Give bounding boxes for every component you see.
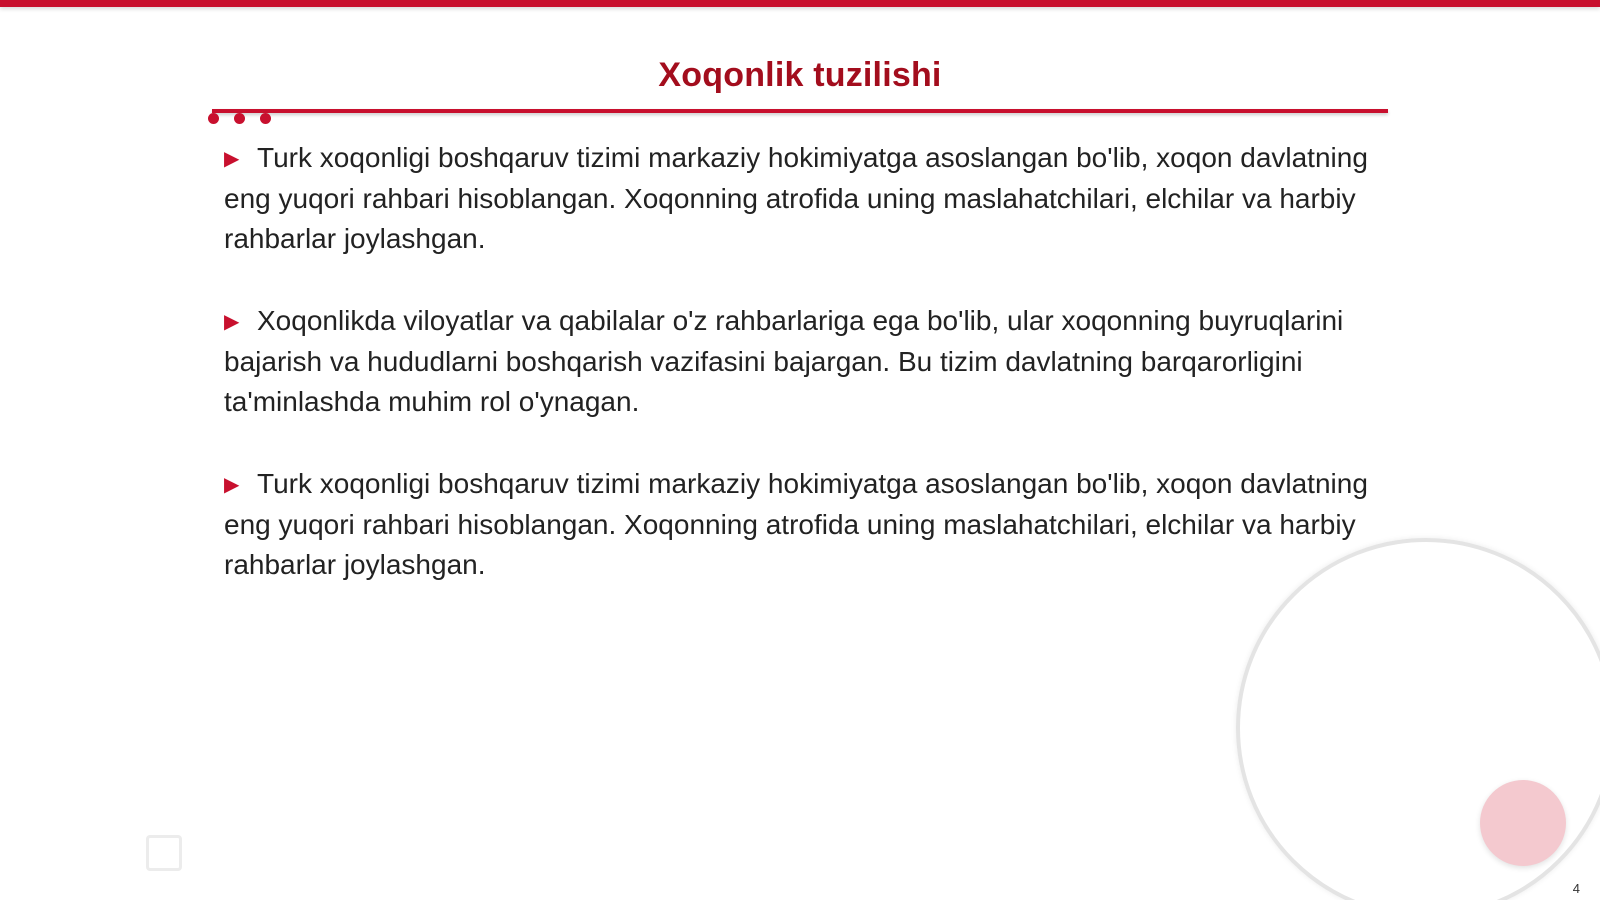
bullet-text: Turk xoqonligi boshqaruv tizimi markaziy hokimiyatga asoslangan bo'lib, xoqon davlatning eng yuqori rahbari hisoblangan. Xoqonning atrofida uning maslahatchilari, elchilar va harbiy rahbarlar joylashgan.: [224, 142, 1368, 254]
decor-pink-circle: [1480, 780, 1566, 866]
bullet-text: Turk xoqonligi boshqaruv tizimi markaziy hokimiyatga asoslangan bo'lib, xoqon davlatning eng yuqori rahbari hisoblangan. Xoqonning atrofida uning maslahatchilari, elchilar va harbiy rahbarlar joylashgan.: [224, 468, 1368, 580]
bullet-item: [224, 464, 1384, 585]
bullet-arrow-icon: ▶: [224, 148, 240, 170]
bullet-text: Xoqonlikda viloyatlar va qabilalar o'z rahbarlariga ega bo'lib, ular xoqonning buyruqlarini bajarish va hududlarni boshqarish vazifasini bajargan. Bu tizim davlatning barqarorligini ta'minlashda muhim rol o'ynagan.: [224, 305, 1344, 417]
bullet-arrow-icon: ▶: [224, 311, 240, 333]
bullet-arrow-icon: ▶: [224, 474, 240, 496]
decor-square: [146, 835, 182, 871]
decor-dot-3: [260, 113, 271, 124]
decor-dot-2: [234, 113, 245, 124]
bullet-list: [224, 138, 1384, 627]
page-number: 4: [1572, 881, 1580, 896]
slide-title: Xoqonlik tuzilishi: [658, 56, 942, 94]
bullet-item: [224, 138, 1384, 259]
title-underline: [212, 109, 1388, 113]
decor-dot-1: [208, 113, 219, 124]
bullet-item: [224, 301, 1384, 422]
top-accent-bar: [0, 0, 1600, 7]
